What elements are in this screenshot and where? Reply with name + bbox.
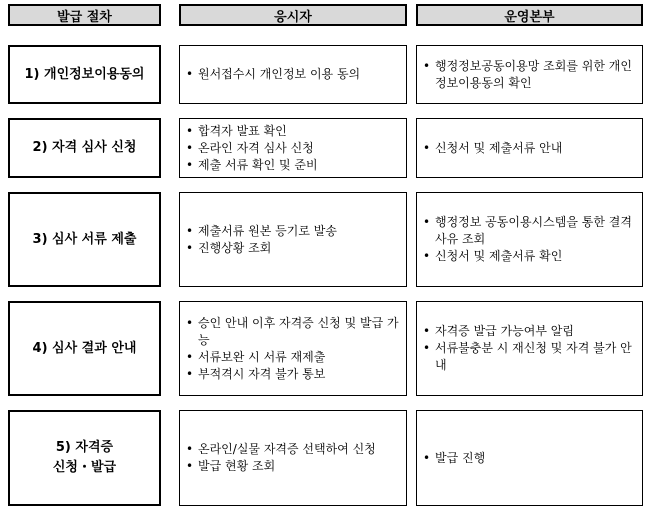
office-list-5 — [423, 450, 485, 467]
list-item: • 원서접수시 개인정보 이용 동의 — [186, 66, 360, 83]
applicant-cell-3 — [179, 192, 407, 287]
list-item: • 합격자 발표 확인 — [186, 123, 318, 140]
applicant-list-2 — [186, 123, 318, 174]
office-list-2 — [423, 140, 562, 157]
applicant-list-4 — [186, 315, 400, 383]
header-office: 운영본부 — [416, 4, 643, 26]
office-list-4 — [423, 323, 636, 374]
step-5: 5) 자격증 신청・발급 — [8, 410, 161, 506]
office-cell-1 — [416, 45, 643, 104]
list-item: • 승인 안내 이후 자격증 신청 및 발급 가능 — [186, 315, 400, 349]
office-cell-2 — [416, 118, 643, 178]
list-item: • 진행상황 조회 — [186, 240, 337, 257]
applicant-cell-2 — [179, 118, 407, 178]
office-cell-3 — [416, 192, 643, 287]
list-item: • 발급 진행 — [423, 450, 485, 467]
list-item: • 자격증 발급 가능여부 알림 — [423, 323, 636, 340]
list-item: • 온라인/실물 자격증 선택하여 신청 — [186, 441, 376, 458]
list-item: • 발급 현황 조회 — [186, 458, 376, 475]
list-item: • 행정정보공동이용망 조회를 위한 개인정보이용동의 확인 — [423, 58, 636, 92]
header-step: 발급 절차 — [8, 4, 161, 26]
header-applicant: 응시자 — [179, 4, 407, 26]
list-item: • 신청서 및 제출서류 확인 — [423, 248, 636, 265]
step-4: 4) 심사 결과 안내 — [8, 301, 161, 396]
applicant-list-3 — [186, 223, 337, 257]
list-item: • 신청서 및 제출서류 안내 — [423, 140, 562, 157]
applicant-list-1 — [186, 66, 360, 83]
applicant-cell-4 — [179, 301, 407, 396]
list-item: • 온라인 자격 심사 신청 — [186, 140, 318, 157]
list-item: • 서류불충분 시 재신청 및 자격 불가 안내 — [423, 340, 636, 374]
office-list-3 — [423, 214, 636, 265]
list-item: • 제출서류 원본 등기로 발송 — [186, 223, 337, 240]
applicant-list-5 — [186, 441, 376, 475]
list-item: • 서류보완 시 서류 재제출 — [186, 349, 400, 366]
list-item: • 제출 서류 확인 및 준비 — [186, 157, 318, 174]
step-1: 1) 개인정보이용동의 — [8, 45, 161, 104]
applicant-cell-5 — [179, 410, 407, 506]
office-cell-5 — [416, 410, 643, 506]
office-list-1 — [423, 58, 636, 92]
step-2: 2) 자격 심사 신청 — [8, 118, 161, 178]
applicant-cell-1 — [179, 45, 407, 104]
list-item: • 부적격시 자격 불가 통보 — [186, 366, 400, 383]
list-item: • 행정정보 공동이용시스템을 통한 결격사유 조회 — [423, 214, 636, 248]
step-3: 3) 심사 서류 제출 — [8, 192, 161, 287]
office-cell-4 — [416, 301, 643, 396]
